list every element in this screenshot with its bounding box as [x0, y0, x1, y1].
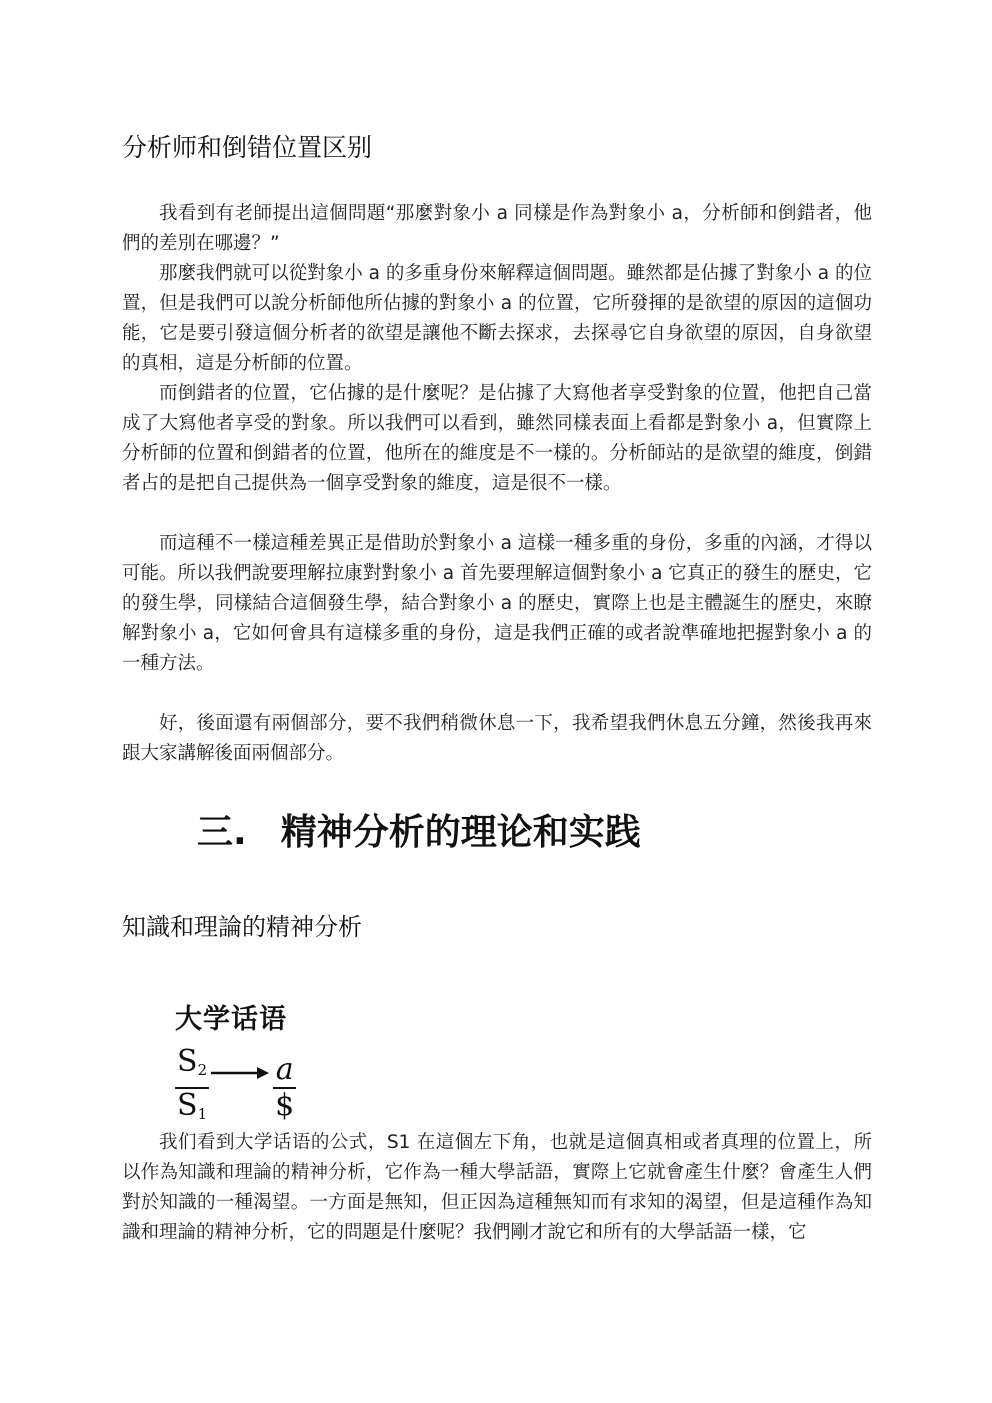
- section-heading-analyst-vs-pervert: 分析师和倒错位置区别: [122, 133, 373, 162]
- paragraph: 而這種不一樣這種差異正是借助於對象小 a 這樣一種多重的身份，多重的內涵，才得以可能。所以我們說要理解拉康對對象小 a 首先要理解這個對象小 a 它真正的發生的歷史，它的發生學，同樣結合這個發生學，結合對象小 a 的歷史，實際上也是主體誕生的歷史，來瞭解對象小 a，它如何會具有這樣多重的身份，這是我們正確的或者說準確地把握對象小 a 的一種方法。: [122, 533, 872, 674]
- right-numerator: a: [275, 1052, 294, 1087]
- paragraph: 好，後面還有兩個部分，要不我們稍微休息一下，我希望我們休息五分鐘，然後我再來跟大家講解後面兩個部分。: [122, 713, 872, 764]
- left-numerator: $S_2$: [177, 1044, 208, 1079]
- formula: [175, 1045, 300, 1131]
- right-fraction: [273, 1053, 296, 1123]
- right-arrow-icon: [211, 1066, 269, 1080]
- right-denominator: $: [275, 1088, 295, 1123]
- subsection-heading: 知識和理論的精神分析: [122, 913, 362, 941]
- university-discourse-formula-figure: [175, 1004, 300, 1123]
- paragraph: 那麼我們就可以從對象小 a 的多重身份來解釋這個問題。雖然都是佔據了對象小 a 的位置，但是我們可以說分析師他所佔據的對象小 a 的位置，它所發揮的是欲望的原因的這個功能，它是要引發這個分析者的欲望是讓他不斷去探求，去探尋它自身欲望的原因，自身欲望的真相，這是分析師的位置。: [122, 263, 872, 374]
- subsection-body: [122, 1128, 872, 1248]
- paragraph: 而倒錯者的位置，它佔據的是什麼呢？是佔據了大寫他者享受對象的位置，他把自己當成了大寫他者享受的對象。所以我們可以看到，雖然同樣表面上看都是對象小 a，但實際上分析師的位置和倒錯者的位置，他所在的維度是不一樣的。分析師站的是欲望的維度，倒錯者占的是把自己提供為一個享受對象的維度，這是很不一樣。: [122, 383, 872, 494]
- figure-title: 大学话语: [175, 1004, 287, 1035]
- chapter-heading: [197, 809, 872, 857]
- chapter-title: 精神分析的理论和实践: [280, 812, 641, 853]
- paragraph: 我们看到大学话语的公式，S1 在這個左下角，也就是這個真相或者真理的位置上，所以作為知識和理論的精神分析，它作為一種大學話語，實際上它就會產生什麼？會產生人們對於知識的一種渴望。一方面是無知，但正因為這種無知而有求知的渴望，但是這種作為知識和理論的精神分析，它的問題是什麼呢？我們剛才說它和所有的大學話語一樣，它: [122, 1132, 872, 1243]
- chapter-number: 三.: [197, 812, 247, 853]
- paragraph: 我看到有老師提出這個問題“那麼對象小 a 同樣是作為對象小 a，分析師和倒錯者，他們的差別在哪邊？”: [122, 203, 872, 254]
- left-fraction: [175, 1045, 209, 1131]
- left-denominator: $S_1$: [175, 1087, 209, 1131]
